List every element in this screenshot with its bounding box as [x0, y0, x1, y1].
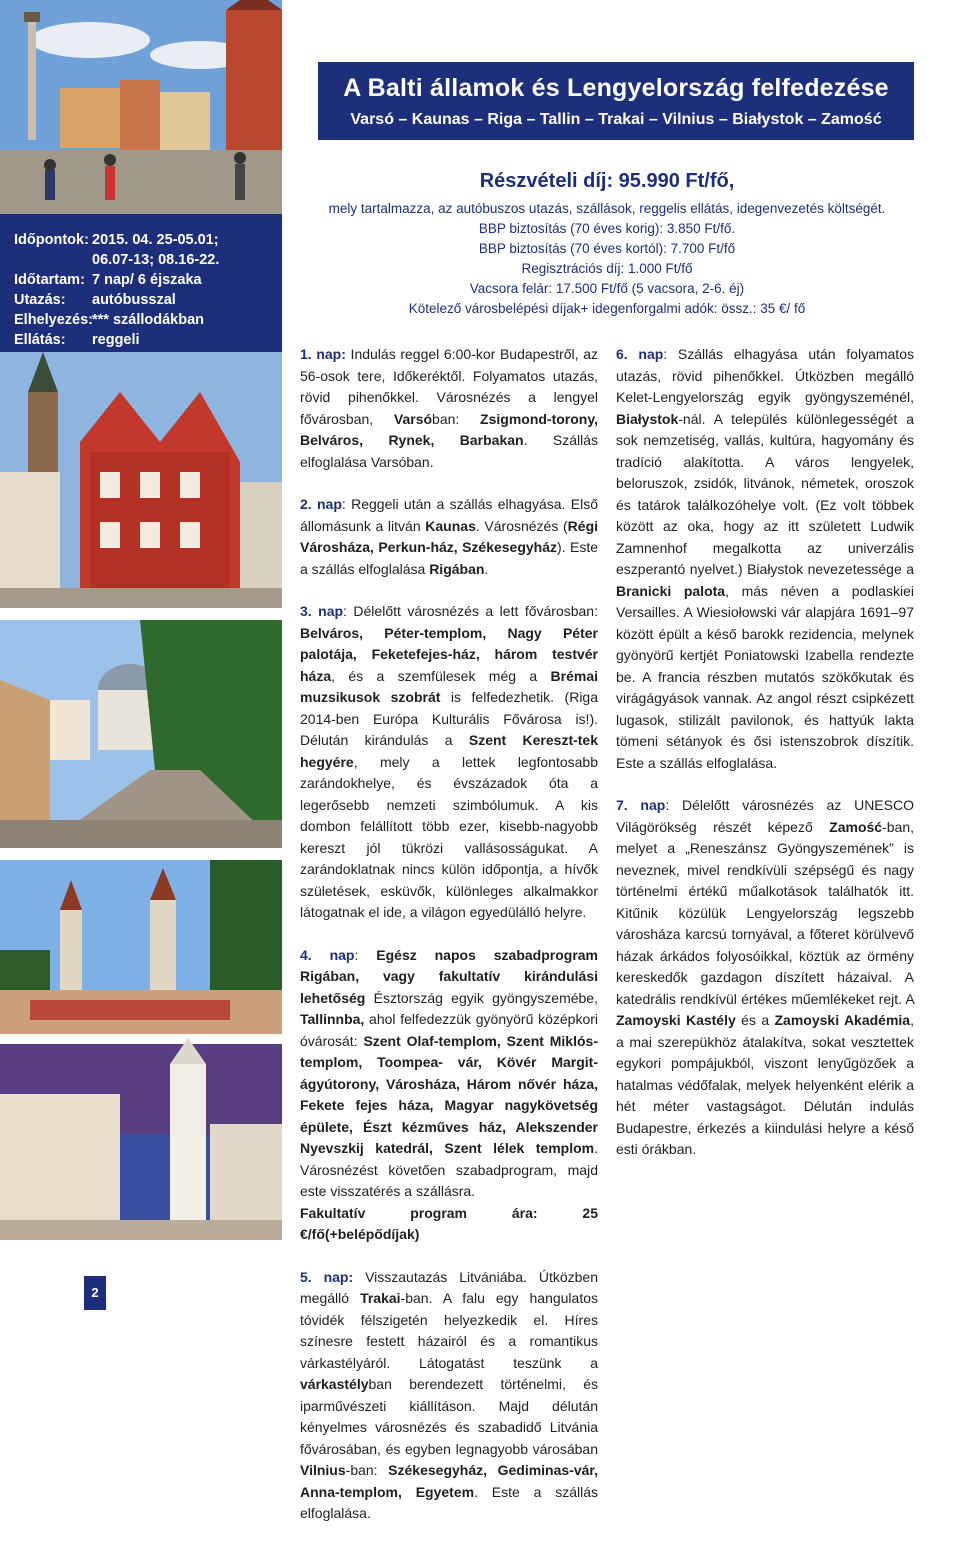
day-7 [616, 795, 914, 1161]
day-highlight: Zamość [829, 818, 883, 835]
day-3 [300, 601, 598, 924]
day-text: ban: [432, 410, 481, 427]
day-text: : Szállás elhagyása után folyamatos utazás, rövid pihenőkkel. Útközben megálló Kelet-Lengyelország egyik gyöngyszeménél, [616, 346, 914, 405]
day-1 [300, 344, 598, 473]
price-registration: Regisztrációs díj: 1.000 Ft/fő [521, 261, 693, 276]
day-text: : Reggeli után a szállás elhagyása. Első állomásunk a litván [300, 496, 598, 534]
day-highlight: Szent Olaf-templom, Szent Miklós-templom, Toompea- vár, Kövér Margit-ágyútorony, Városháza, Három nővér háza, Fekete fejes háza, Magyar nagykövetség épülete, Észt kézműves ház, Alekszender Nyevszkij katedrál, Szent lélek templom [300, 1032, 598, 1156]
day-4 [300, 945, 598, 1246]
day-highlight: Egész napos szabadprogram Rigában, vagy fakultatív kirándulási lehetőség [300, 946, 598, 1006]
info-key: Utazás: [14, 292, 66, 308]
day-highlight: Zamoyski Akadémia [774, 1012, 911, 1028]
tallinn-towers-photo [0, 860, 282, 1034]
info-value: 06.07-13; 08.16-22. [92, 252, 220, 268]
day-label: 1. nap: [300, 346, 346, 362]
day-label: 2. nap [300, 496, 342, 512]
day-highlight: Zamoyski Kastély [616, 1012, 736, 1028]
day-text: , mely a lettek legfontosabb zarándokhelye, és évszázadok óta a legerősebb nemzeti szimbólumuk. A kis dombon felállított több ezer, kisebb-nagyobb kereszt jól tükrözi vallásosságukat. A zarándoklatnak nincs külön időpontja, a hívők születések, esküvők, különleges alkalmakkor látogatnak el ide, a világon egyedülálló helyre. [300, 753, 598, 920]
day-text: , más néven a podlaskiei Versailles. A Wiesiołowski vár alapjára 1691–97 között épült a késő barokk rezidencia, melynek gyönyörű kertjét Poniatowski Izabella rendezte be. A francia részben mutatós szökőkutak és virágágyások vannak. Az angol részt csipkézett lugasok, stilizált pavilonok, és hattyúk lakta tömeni sétányok és ősi istenszobrok díszítik. Este a szállás elfoglalása. [616, 582, 914, 771]
day-highlight: Trakai [360, 1290, 401, 1306]
day-text: , a mai szerepükhöz átalakítva, sokat vesztettek egykori pompájukból, viszont lenyűgözőek a hatalmas védőfalak, melyek helyenként elérik a hét méter vastagságot. Délután indulás Budapestre, érkezés a kiindulási helyre a késő esti órákban. [616, 1012, 914, 1157]
info-value: reggeli [92, 332, 140, 348]
page-number: 2 [84, 1276, 106, 1310]
itinerary-column-left [300, 344, 598, 1546]
info-row-travel [14, 290, 282, 310]
info-row-accommodation [14, 310, 282, 330]
day-text: is felfedezhetik. (Riga 2014-ben Európa Kulturális Fővárosa is!). Délután kirándulás a [300, 689, 598, 748]
info-key: Időtartam: [14, 272, 85, 288]
day-text: ban berendezett történelmi, és iparművészeti kiállításon. Majd délután kényelmes városnézés és szabadidő Litvánia fővárosában, és egyben legnagyobb városában [300, 1376, 598, 1457]
day-highlight: Brémai muzsikusok szobrát [300, 667, 598, 705]
price-dinner: Vacsora felár: 17.500 Ft/fő (5 vacsora, 2-6. éj) [469, 281, 745, 296]
day-5 [300, 1267, 598, 1525]
day-text: . Városnézés ( [475, 517, 568, 534]
info-key: Időpontok: [14, 232, 89, 248]
info-row-board [14, 330, 282, 350]
info-key: Elhelyezés: [14, 312, 93, 328]
day-6 [616, 344, 914, 774]
day-label: 7. nap [616, 797, 666, 813]
info-key: Ellátás: [14, 332, 66, 348]
day-text: ). Este a szállás elfoglalása [300, 539, 598, 577]
itinerary-column-right [616, 344, 914, 1182]
day-highlight: Zsigmond-torony, Belváros, Rynek, Barbakan [300, 410, 598, 448]
day-highlight: Varsó [393, 410, 433, 427]
day-highlight: Vilnius [300, 1462, 346, 1478]
vilnius-cathedral-photo [0, 1044, 282, 1240]
route-subtitle: Varsó – Kaunas – Riga – Tallin – Trakai – Vilnius – Białystok – Zamość [350, 111, 882, 128]
day-text: -nál. A település különlegességét a sok nemzetiség, vallás, kultúra, hagyomány és tradíció alakította. A város lengyelek, beloruszok, zsidók, litvánok, németek, oroszok és tatárok találkozóhelye volt. (Ez volt többek között az oka, hogy az itt született Ludwik Zamnenhof megalkotta az univerzális eszperantó nyelvet.) Białystok nevezetessége a [616, 410, 914, 577]
day-highlight: Branicki palota [616, 582, 726, 599]
day-text: -ban, melyet a „Reneszánsz Gyöngyszemének” is neveznek, mivel rendkívüli szépségű és nagy történelmi értékű műalkotások találhatók itt. Kitűnik közülük Lengyelország legszebb városháza karcsú tornyával, a főteret körülvevő házak árkádos folyosóikkal, köztük az örmény kereskedők gazdagon díszített házaival. A katedrális rendkívül értékes műemlékeket rejt. A [616, 818, 914, 1007]
day-text: -ban. A falu egy hangulatos tóvidék félszigetén helyezkedik el. Híres színesre festett házairól és a romantikus várkastélyáról. Látogatást teszünk a [300, 1290, 598, 1371]
day-highlight: Tallinnba, [300, 1011, 365, 1027]
riga-house-photo [0, 352, 282, 608]
day-highlight: Białystok [616, 410, 679, 427]
day-text: : [354, 946, 377, 963]
day-highlight: Kaunas [425, 517, 476, 534]
price-title: Részvételi díj: 95.990 Ft/fő, [479, 170, 735, 192]
day-text: , és a szemfülesek még a [331, 667, 551, 684]
price-city-tax: Kötelező városbelépési díjak+ idegenforgalmi adók: össz.: 35 €/ fő [408, 301, 806, 316]
info-value: autóbusszal [92, 292, 176, 308]
trip-info-panel [0, 214, 282, 352]
day-text: : Délelőtt városnézés a lett fővárosban: [343, 603, 598, 619]
day-text: . Városnézést követően szabadprogram, majd este visszatérés a szállásra. [300, 1140, 598, 1199]
title-banner [318, 62, 914, 140]
day-text: és a [735, 1012, 775, 1028]
day-label: 6. nap [616, 346, 664, 362]
day-label: 5. nap: [300, 1268, 354, 1285]
price-block [300, 170, 914, 319]
info-value: 2015. 04. 25-05.01; [92, 232, 219, 248]
day-highlight: Régi Városháza, Perkun-ház, Székesegyház [300, 517, 599, 555]
info-row-dates-cont [14, 250, 282, 270]
info-row-dates [14, 230, 282, 250]
info-value: *** szállodákban [92, 312, 205, 328]
day-text: Észtország egyik gyöngyszemébe, [365, 989, 598, 1006]
day-label: 4. nap [300, 946, 355, 963]
day-text: Visszautazás Litvániába. Útközben megálló [300, 1268, 598, 1306]
day-text: Indulás reggel 6:00-kor Budapestről, az 56-osok tere, Időkeréktől. Folyamatos utazás, rövid pihenőkkel. Városnézés a lengyel fővárosban, [300, 346, 598, 427]
day-highlight: Belváros, Péter-templom, Nagy Péter palotája, Feketefejes-ház, három testvér háza [300, 624, 598, 684]
price-insurance-over70: BBP biztosítás (70 éves kortól): 7.700 Ft/fő [478, 241, 736, 256]
info-row-duration [14, 270, 282, 290]
day-text: -ban: [345, 1462, 389, 1478]
day-text: . [484, 560, 489, 577]
info-key [14, 250, 92, 270]
day-2 [300, 494, 598, 580]
price-includes: mely tartalmazza, az autóbuszos utazás, szállások, reggelis ellátás, idegenvezetés költségét. [328, 201, 886, 216]
day-highlight: várkastély [300, 1376, 369, 1392]
day-label: 3. nap [300, 603, 344, 619]
day-highlight: Rigában [429, 560, 485, 577]
optional-program-price: Fakultatív program ára: 25 €/fő(+belépődíjak) [300, 1204, 598, 1242]
warsaw-square-photo [0, 0, 282, 214]
day-text: . Szállás elfoglalása Varsóban. [300, 432, 598, 470]
page-title: A Balti államok és Lengyelország felfedezése [343, 74, 889, 102]
day-text: . Este a szállás elfoglalása. [300, 1483, 599, 1521]
day-text: : Délelőtt városnézés az UNESCO Világörökség részét képező [616, 797, 914, 835]
info-value: 7 nap/ 6 éjszaka [92, 272, 202, 288]
price-insurance-under70: BBP biztosítás (70 éves korig): 3.850 Ft/fő. [478, 221, 736, 236]
day-highlight: Székesegyház, Gediminas-vár, Anna-templom, Egyetem [300, 1462, 598, 1500]
day-text: ahol felfedezzük gyönyörű középkori óvárosát: [300, 1011, 598, 1049]
day-highlight: Szent Kereszt-tek hegyére [300, 732, 599, 770]
kaunas-church-photo [0, 620, 282, 848]
